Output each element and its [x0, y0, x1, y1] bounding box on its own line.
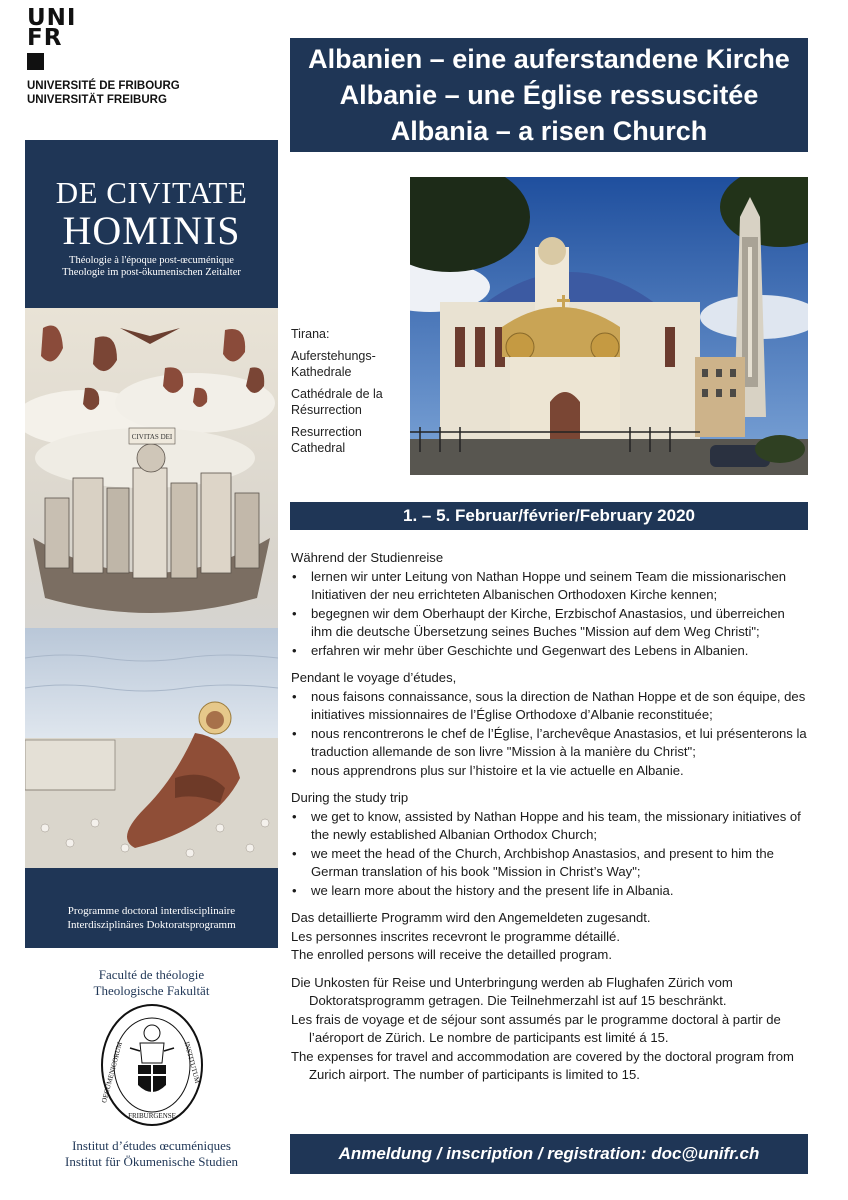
- poster-footer-de: Interdisziplinäres Doktoratsprogramm: [67, 919, 236, 931]
- list-item: • erfahren wir mehr über Geschichte und Gegenwart des Lebens in Albanien.: [291, 642, 809, 661]
- list-item: • we get to know, assisted by Nathan Hoppe and his team, the missionary initiatives of the newly established Albanian Orthodox Church;: [291, 808, 809, 845]
- faculty-fr: Faculté de théologie: [98, 967, 205, 982]
- cathedral-photo: [410, 177, 808, 475]
- costs-note: [291, 974, 809, 1085]
- section-heading: Pendant le voyage d’études,: [291, 670, 457, 685]
- seal-text-bottom: FRIBURGENSE: [128, 1112, 176, 1120]
- costs-fr: Les frais de voyage et de séjour sont assumés par le programme doctoral à partir de l’aéroport de Zürich. Le nombre de participants est limité á 15.: [291, 1011, 781, 1045]
- list-item: • nous rencontrerons le chef de l’Église, l’archevêque Anastasios, et lui présenterons la traduction allemande de son livre "Mission à la manière du Christ";: [291, 725, 809, 762]
- title-fr: Albanie – une Église ressuscitée: [339, 80, 759, 110]
- section-en: [291, 789, 809, 900]
- list-item: • nous apprendrons plus sur l’histoire et la vie actuelle en Albanie.: [291, 762, 809, 781]
- program-note-de: Das detaillierte Programm wird den Angemeldeten zugesandt.: [291, 910, 651, 925]
- caption-en: Resurrection Cathedral: [291, 425, 362, 455]
- program-note-fr: Les personnes inscrites recevront le programme détaillé.: [291, 928, 620, 944]
- program-note: [291, 909, 809, 965]
- caption-city: Tirana:: [291, 327, 330, 341]
- list-item: • nous faisons connaissance, sous la direction de Nathan Hoppe et de son équipe, des initiatives missionnaires de l’Église Orthodoxe d’Albanie reconstituée;: [291, 688, 809, 725]
- logo-square-icon: [27, 53, 44, 70]
- poster-artwork: [25, 308, 278, 868]
- title-banner: [290, 38, 808, 152]
- university-logo: [27, 5, 197, 107]
- poster-subtitle-fr: Théologie à l'époque post-œcuménique: [69, 255, 234, 266]
- photo-caption: [291, 326, 403, 462]
- section-de: [291, 549, 809, 660]
- faculty-name: [25, 967, 278, 999]
- list-item: • begegnen wir dem Oberhaupt der Kirche, Erzbischof Anastasios, und überreichen ihm die deutsche Übersetzung seines Buches "Mission auf dem Weg Christi";: [291, 605, 809, 642]
- caption-fr: Cathédrale de la Résurrection: [291, 387, 383, 417]
- institute-de: Institut für Ökumenische Studien: [65, 1154, 238, 1169]
- seal-text-left: OECUMENICORUM: [100, 1041, 125, 1104]
- logo-mark-line1: UNI: [27, 5, 77, 31]
- poster-art-caption: CIVITAS DEI: [131, 433, 173, 441]
- institute-name: [25, 1138, 278, 1170]
- poster-subtitle-de: Theologie im post-ökumenischen Zeitalter: [62, 267, 241, 278]
- program-note-en: The enrolled persons will receive the detailled program.: [291, 947, 612, 962]
- costs-de: Die Unkosten für Reise und Unterbringung werden ab Flughafen Zürich vom Doktoratsprogramm getragen. Die Teilnehmerzahl ist auf 15 beschränkt.: [291, 974, 733, 1008]
- section-heading: During the study trip: [291, 790, 409, 805]
- title-de: Albanien – eine auferstandene Kirche: [308, 44, 790, 74]
- program-poster: [25, 140, 278, 948]
- costs-en: The expenses for travel and accommodation are covered by the doctoral program from Zurich airport. The number of participants is limited to 15.: [291, 1048, 794, 1082]
- list-item: • lernen wir unter Leitung von Nathan Hoppe und seinem Team die missionarischen Initiativen der neu errichteten Albanischen Orthodoxen Kirche kennen;: [291, 568, 809, 605]
- registration-banner: Anmeldung / inscription / registration: doc@unifr.ch: [290, 1134, 808, 1174]
- section-heading: Während der Studienreise: [291, 550, 444, 565]
- poster-title-line1: DE CIVITATE: [55, 175, 248, 210]
- section-fr: [291, 669, 809, 780]
- university-name-fr: UNIVERSITÉ DE FRIBOURG: [27, 80, 180, 92]
- poster-title-line2: HOMINIS: [62, 208, 241, 253]
- institute-fr: Institut d’études œcuméniques: [72, 1138, 231, 1153]
- logo-mark-line2: FR: [27, 25, 63, 51]
- list-item: • we meet the head of the Church, Archbishop Anastasios, and present to him the German translation of his book "Mission in Christ’s Way";: [291, 845, 809, 882]
- institute-seal-icon: [100, 1003, 204, 1127]
- seal-text-right: INSTITUTUM: [182, 1040, 202, 1085]
- caption-de: Auferstehungs-Kathedrale: [291, 349, 376, 379]
- faculty-de: Theologische Fakultät: [93, 983, 210, 998]
- poster-footer-fr: Programme doctoral interdisciplinaire: [67, 905, 236, 917]
- list-item: • we learn more about the history and the present life in Albania.: [291, 882, 809, 901]
- title-en: Albania – a risen Church: [390, 116, 708, 146]
- university-name-de: UNIVERSITÄT FREIBURG: [27, 94, 167, 106]
- body-text: [291, 549, 809, 1094]
- date-banner: 1. – 5. Februar/février/February 2020: [290, 502, 808, 530]
